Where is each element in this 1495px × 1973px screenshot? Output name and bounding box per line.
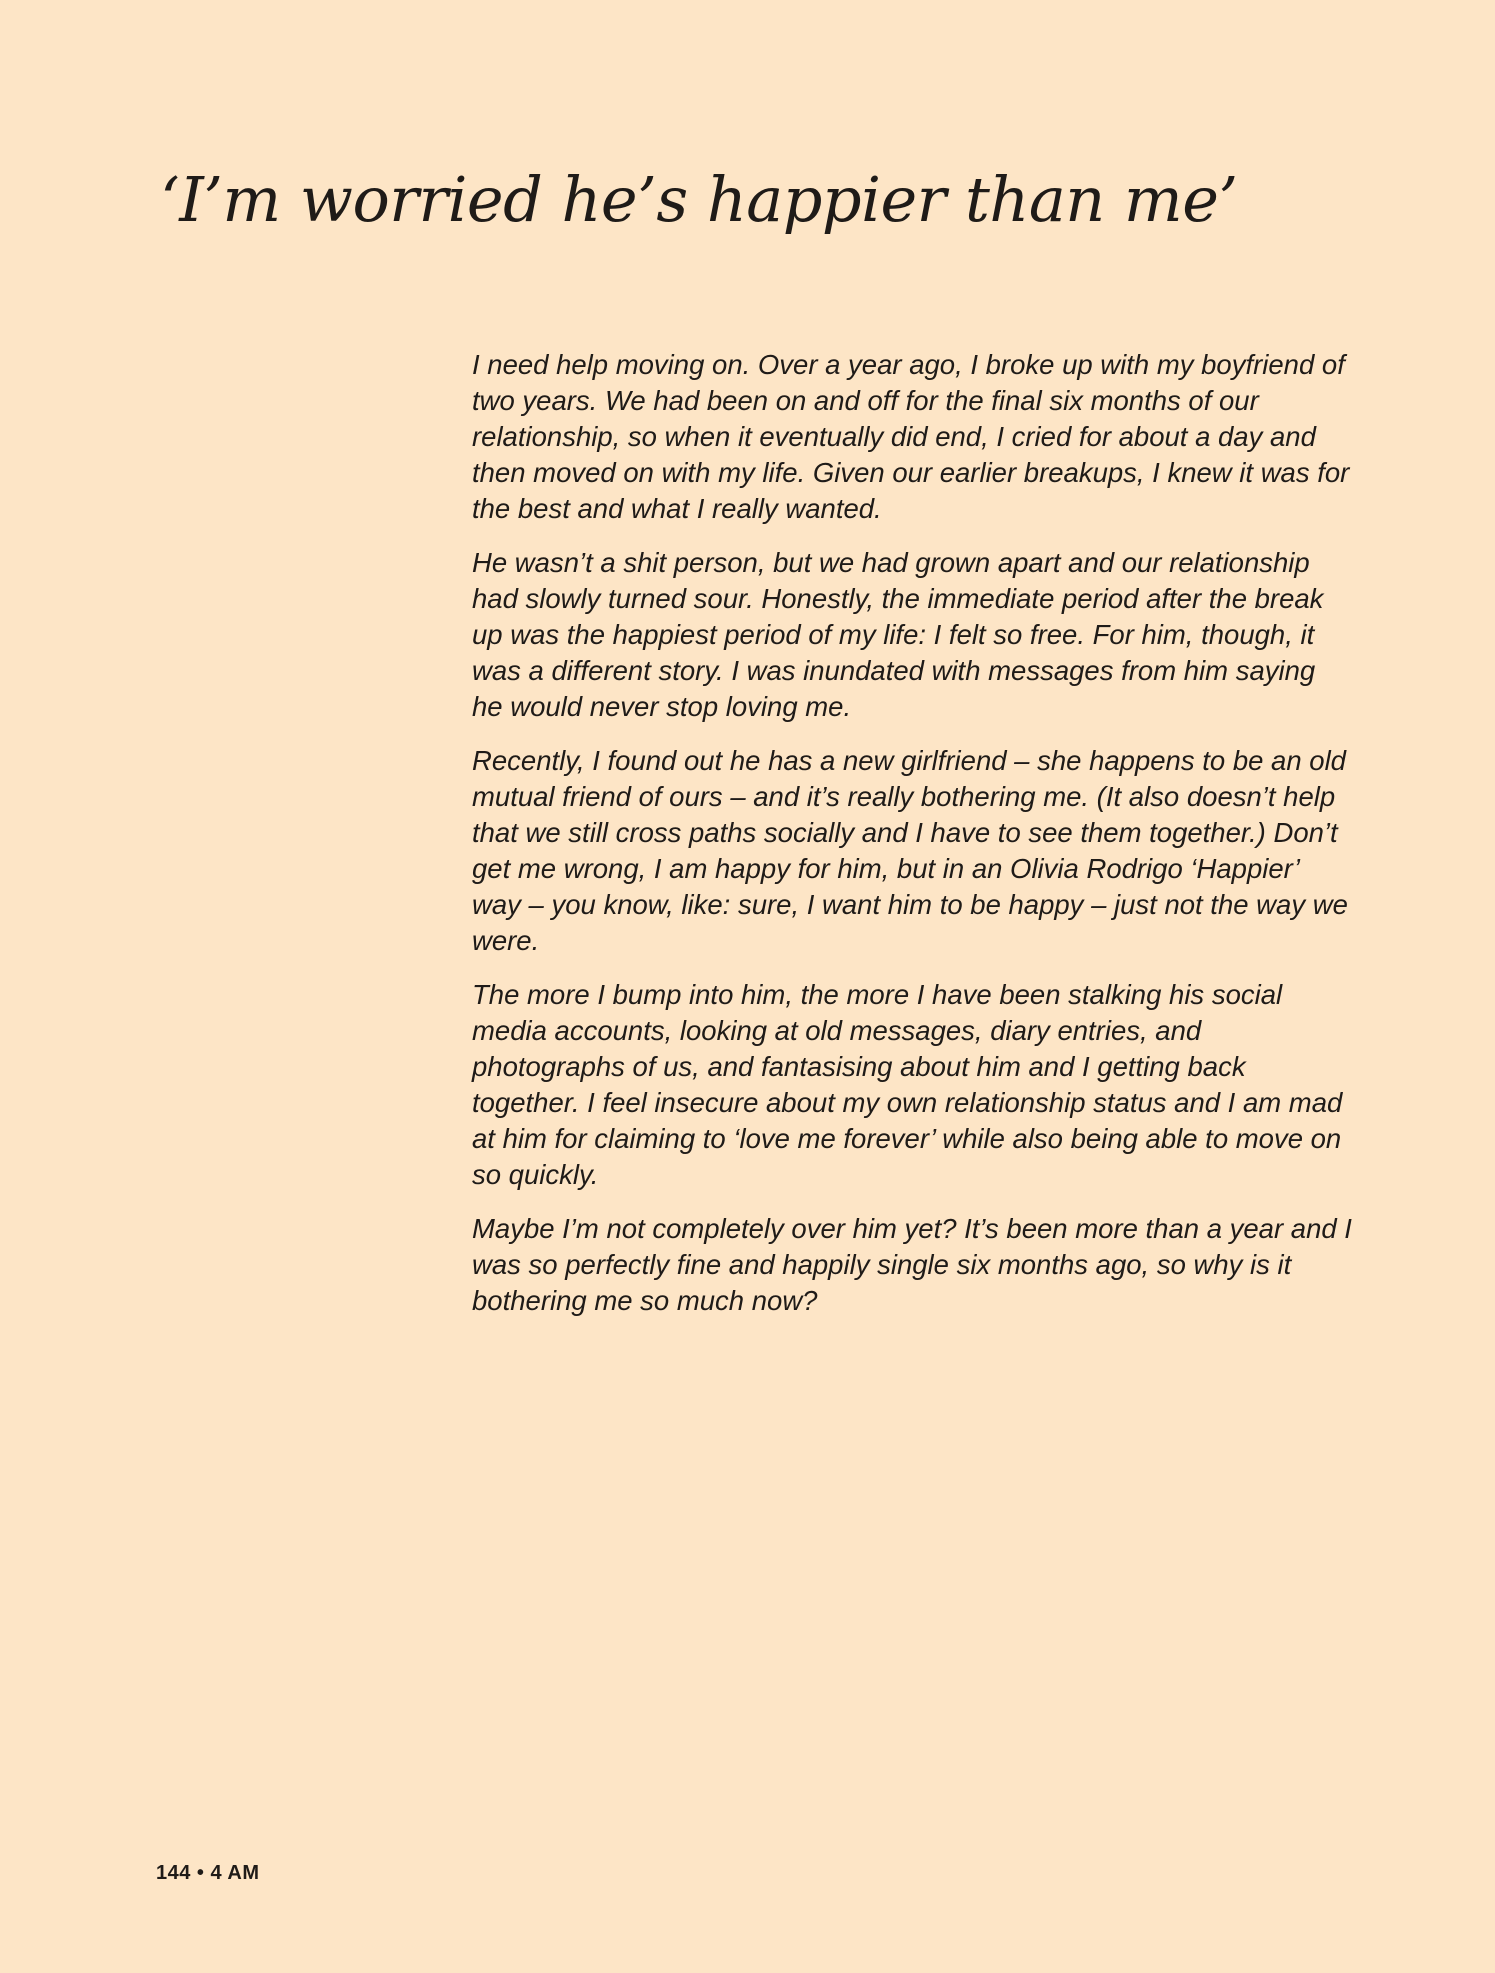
paragraph-4: The more I bump into him, the more I have been stalking his social media accounts, looking at old messages, diary entries, and photographs of us, and fantasising about him and I getting back together. I feel insecure about my own relationship status and I am mad at him for claiming to ‘love me forever’ while also being able to move on so quickly. [472, 979, 1343, 1190]
paragraph-3: Recently, I found out he has a new girlfriend – she happens to be an old mutual friend of ours – and it’s really bothering me. (It also doesn’t help that we still cross paths socially and I have to see them together.) Don’t get me wrong, I am happy for him, but in an Olivia Rodrigo ‘Happier’ way – you know, like: sure, I want him to be happy – just not the way we were. [472, 745, 1348, 956]
paragraph-5: Maybe I’m not completely over him yet? It’s been more than a year and I was so perfectly fine and happily single six months ago, so why is it bothering me so much now? [472, 1213, 1352, 1316]
paragraph-1: I need help moving on. Over a year ago, I broke up with my boyfriend of two years. We had been on and off for the final six months of our relationship, so when it eventually did end, I cried for about a day and then moved on with my life. Given our earlier breakups, I knew it was for the best and what I really wanted. [472, 349, 1350, 524]
page-number-footer: 144 • 4 AM [156, 1862, 260, 1884]
paragraph-2: He wasn’t a shit person, but we had grown apart and our relationship had slowly turned sour. Honestly, the immediate period after the break up was the happiest period of my life: I felt so free. For him, though, it was a different story. I was inundated with messages from him saying he would never stop loving me. [472, 547, 1324, 722]
article-title: ‘I’m worried he’s happier than me’ [160, 163, 1238, 236]
letter-body [472, 347, 1352, 1337]
